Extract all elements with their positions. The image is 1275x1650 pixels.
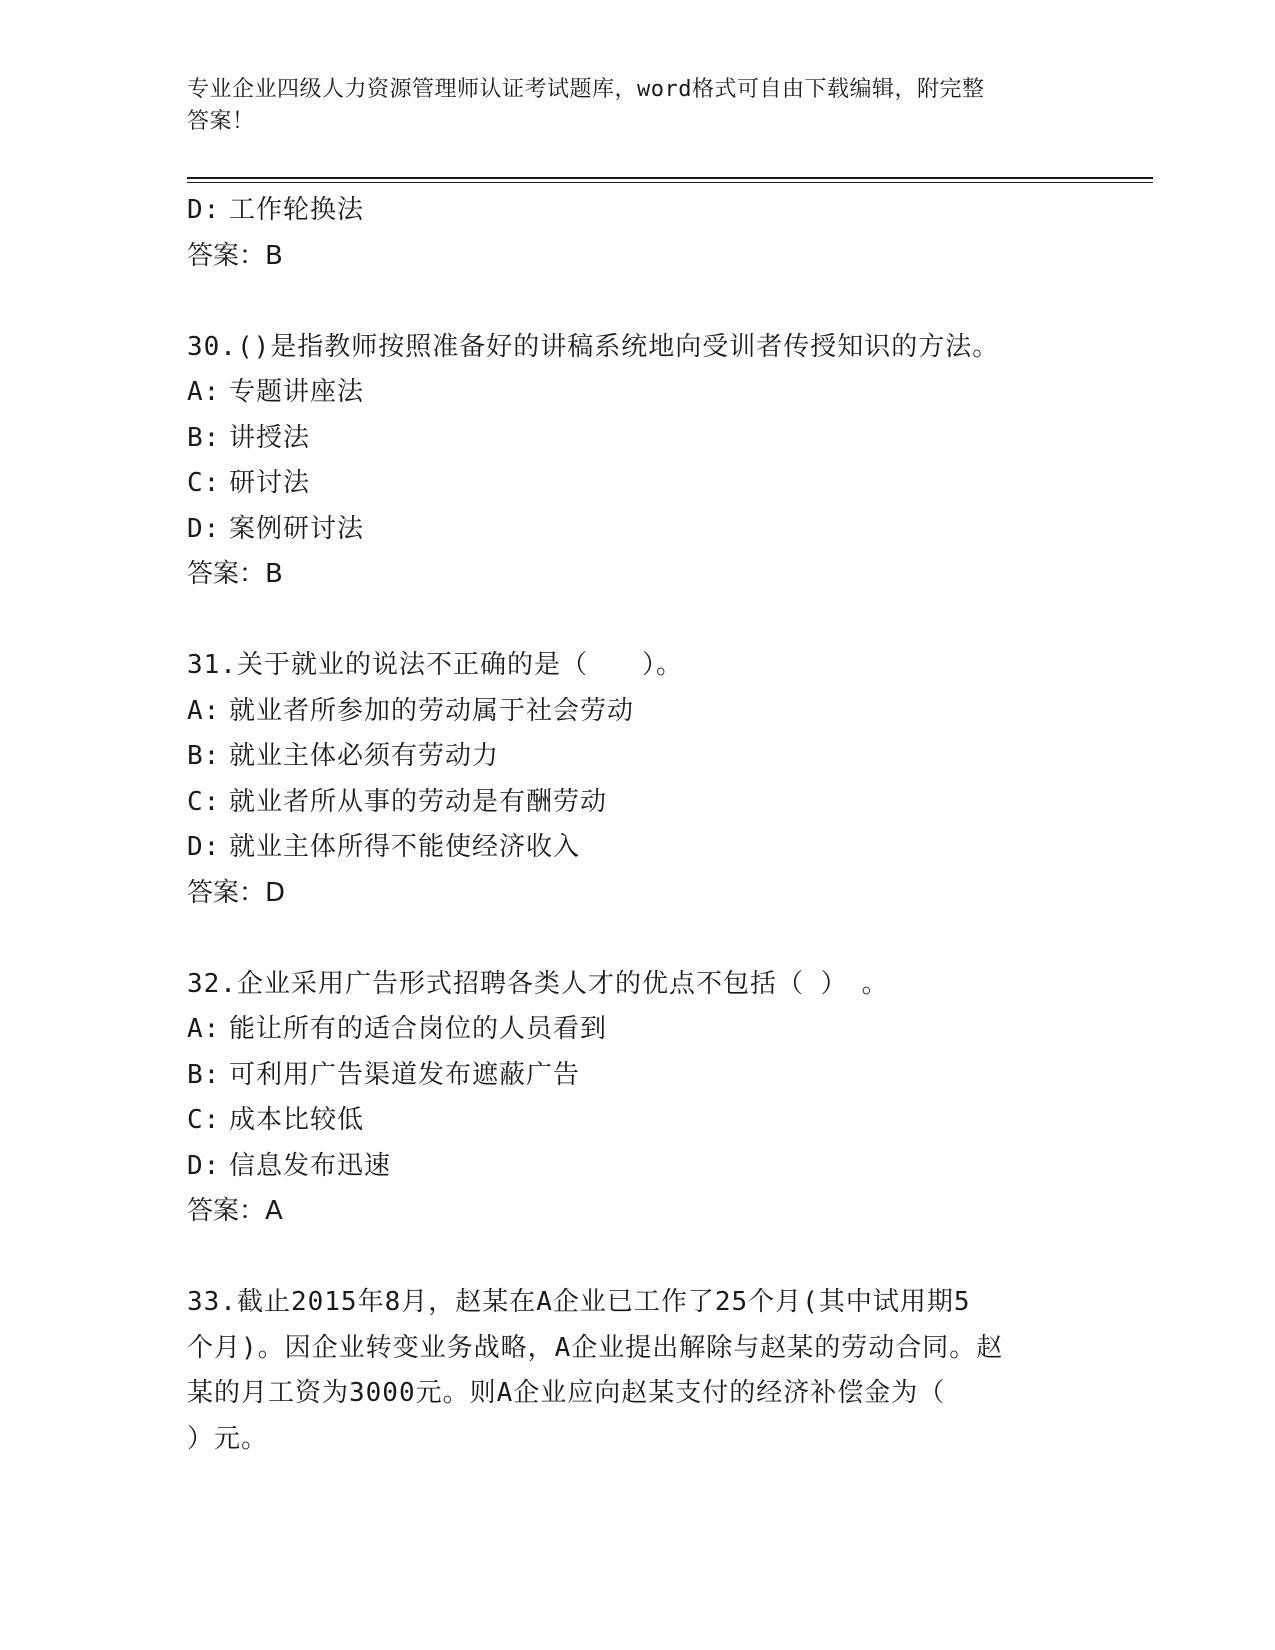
answer-line: 答案：D: [187, 877, 286, 908]
option-b-line: [187, 416, 1087, 462]
option-text: 研讨法: [229, 468, 311, 498]
option-label: A:: [187, 1014, 221, 1044]
option-text: 信息发布迅速: [229, 1150, 392, 1181]
option-text: 可利用广告渠道发布遮蔽广告: [229, 1059, 581, 1090]
option-label: B:: [187, 422, 221, 453]
option-label: D:: [187, 195, 221, 225]
option-a-line: [187, 689, 1087, 735]
question-30-stem: 30.()是指教师按照准备好的讲稿系统地向受训者传授知识的方法。: [187, 331, 1000, 362]
question-33-line-4: ）元。: [187, 1423, 269, 1454]
option-d-line: [187, 507, 1087, 553]
option-text: 专题讲座法: [229, 377, 365, 407]
spacer: [187, 279, 1087, 325]
option-text: 能让所有的适合岗位的人员看到: [229, 1014, 608, 1044]
spacer: [187, 1235, 1087, 1281]
option-label: C:: [187, 786, 221, 817]
option-text: 案例研讨法: [229, 513, 365, 544]
spacer: [187, 598, 1087, 644]
header-rule-thick: [187, 177, 1153, 179]
option-text: 工作轮换法: [229, 195, 365, 225]
option-label: D:: [187, 513, 221, 544]
option-label: D:: [187, 832, 221, 862]
option-d-line: [187, 825, 1087, 871]
header-rule-thin: [187, 182, 1153, 183]
option-label: C:: [187, 1105, 221, 1135]
header-line-1: 专业企业四级人力资源管理师认证考试题库，word格式可自由下载编辑，附完整: [187, 77, 985, 102]
question-33-line-2: 个月)。因企业转变业务战略，A企业提出解除与赵某的劳动合同。赵: [187, 1332, 1004, 1363]
option-c-line: [187, 1098, 1087, 1144]
option-text: 就业主体必须有劳动力: [229, 741, 500, 771]
header-line-2: 答案！: [187, 109, 255, 134]
option-text: 讲授法: [229, 422, 311, 453]
option-c-line: [187, 780, 1087, 826]
question-list: [187, 188, 1087, 1462]
page-header: [187, 74, 1067, 138]
option-text: 成本比较低: [229, 1105, 365, 1135]
option-c-line: [187, 461, 1087, 507]
question-32-stem: 32.企业采用广告形式招聘各类人才的优点不包括（ ） 。: [187, 968, 889, 999]
option-label: B:: [187, 1059, 221, 1090]
option-label: B:: [187, 741, 221, 771]
question-33-stem: [187, 1280, 1067, 1462]
option-label: A:: [187, 695, 221, 726]
option-a-line: [187, 370, 1087, 416]
option-label: D:: [187, 1150, 221, 1181]
answer-line: 答案：B: [187, 559, 283, 589]
option-text: 就业者所从事的劳动是有酬劳动: [229, 786, 608, 817]
option-label: A:: [187, 377, 221, 407]
option-d-line: [187, 1144, 1087, 1190]
option-label: C:: [187, 468, 221, 498]
option-text: 就业主体所得不能使经济收入: [229, 832, 581, 862]
option-text: 就业者所参加的劳动属于社会劳动: [229, 695, 635, 726]
option-b-line: [187, 1053, 1087, 1099]
question-31-stem: 31.关于就业的说法不正确的是（ ）。: [187, 650, 683, 680]
spacer: [187, 916, 1087, 962]
option-b-line: [187, 734, 1087, 780]
question-33-line-1: 33.截止2015年8月，赵某在A企业已工作了25个月(其中试用期5: [187, 1287, 971, 1317]
answer-line: 答案：B: [187, 240, 283, 271]
option-a-line: [187, 1007, 1087, 1053]
answer-line: 答案：A: [187, 1196, 283, 1226]
question-33-line-3: 某的月工资为3000元。则A企业应向赵某支付的经济补偿金为（: [187, 1378, 946, 1408]
option-d-line: [187, 188, 1087, 234]
